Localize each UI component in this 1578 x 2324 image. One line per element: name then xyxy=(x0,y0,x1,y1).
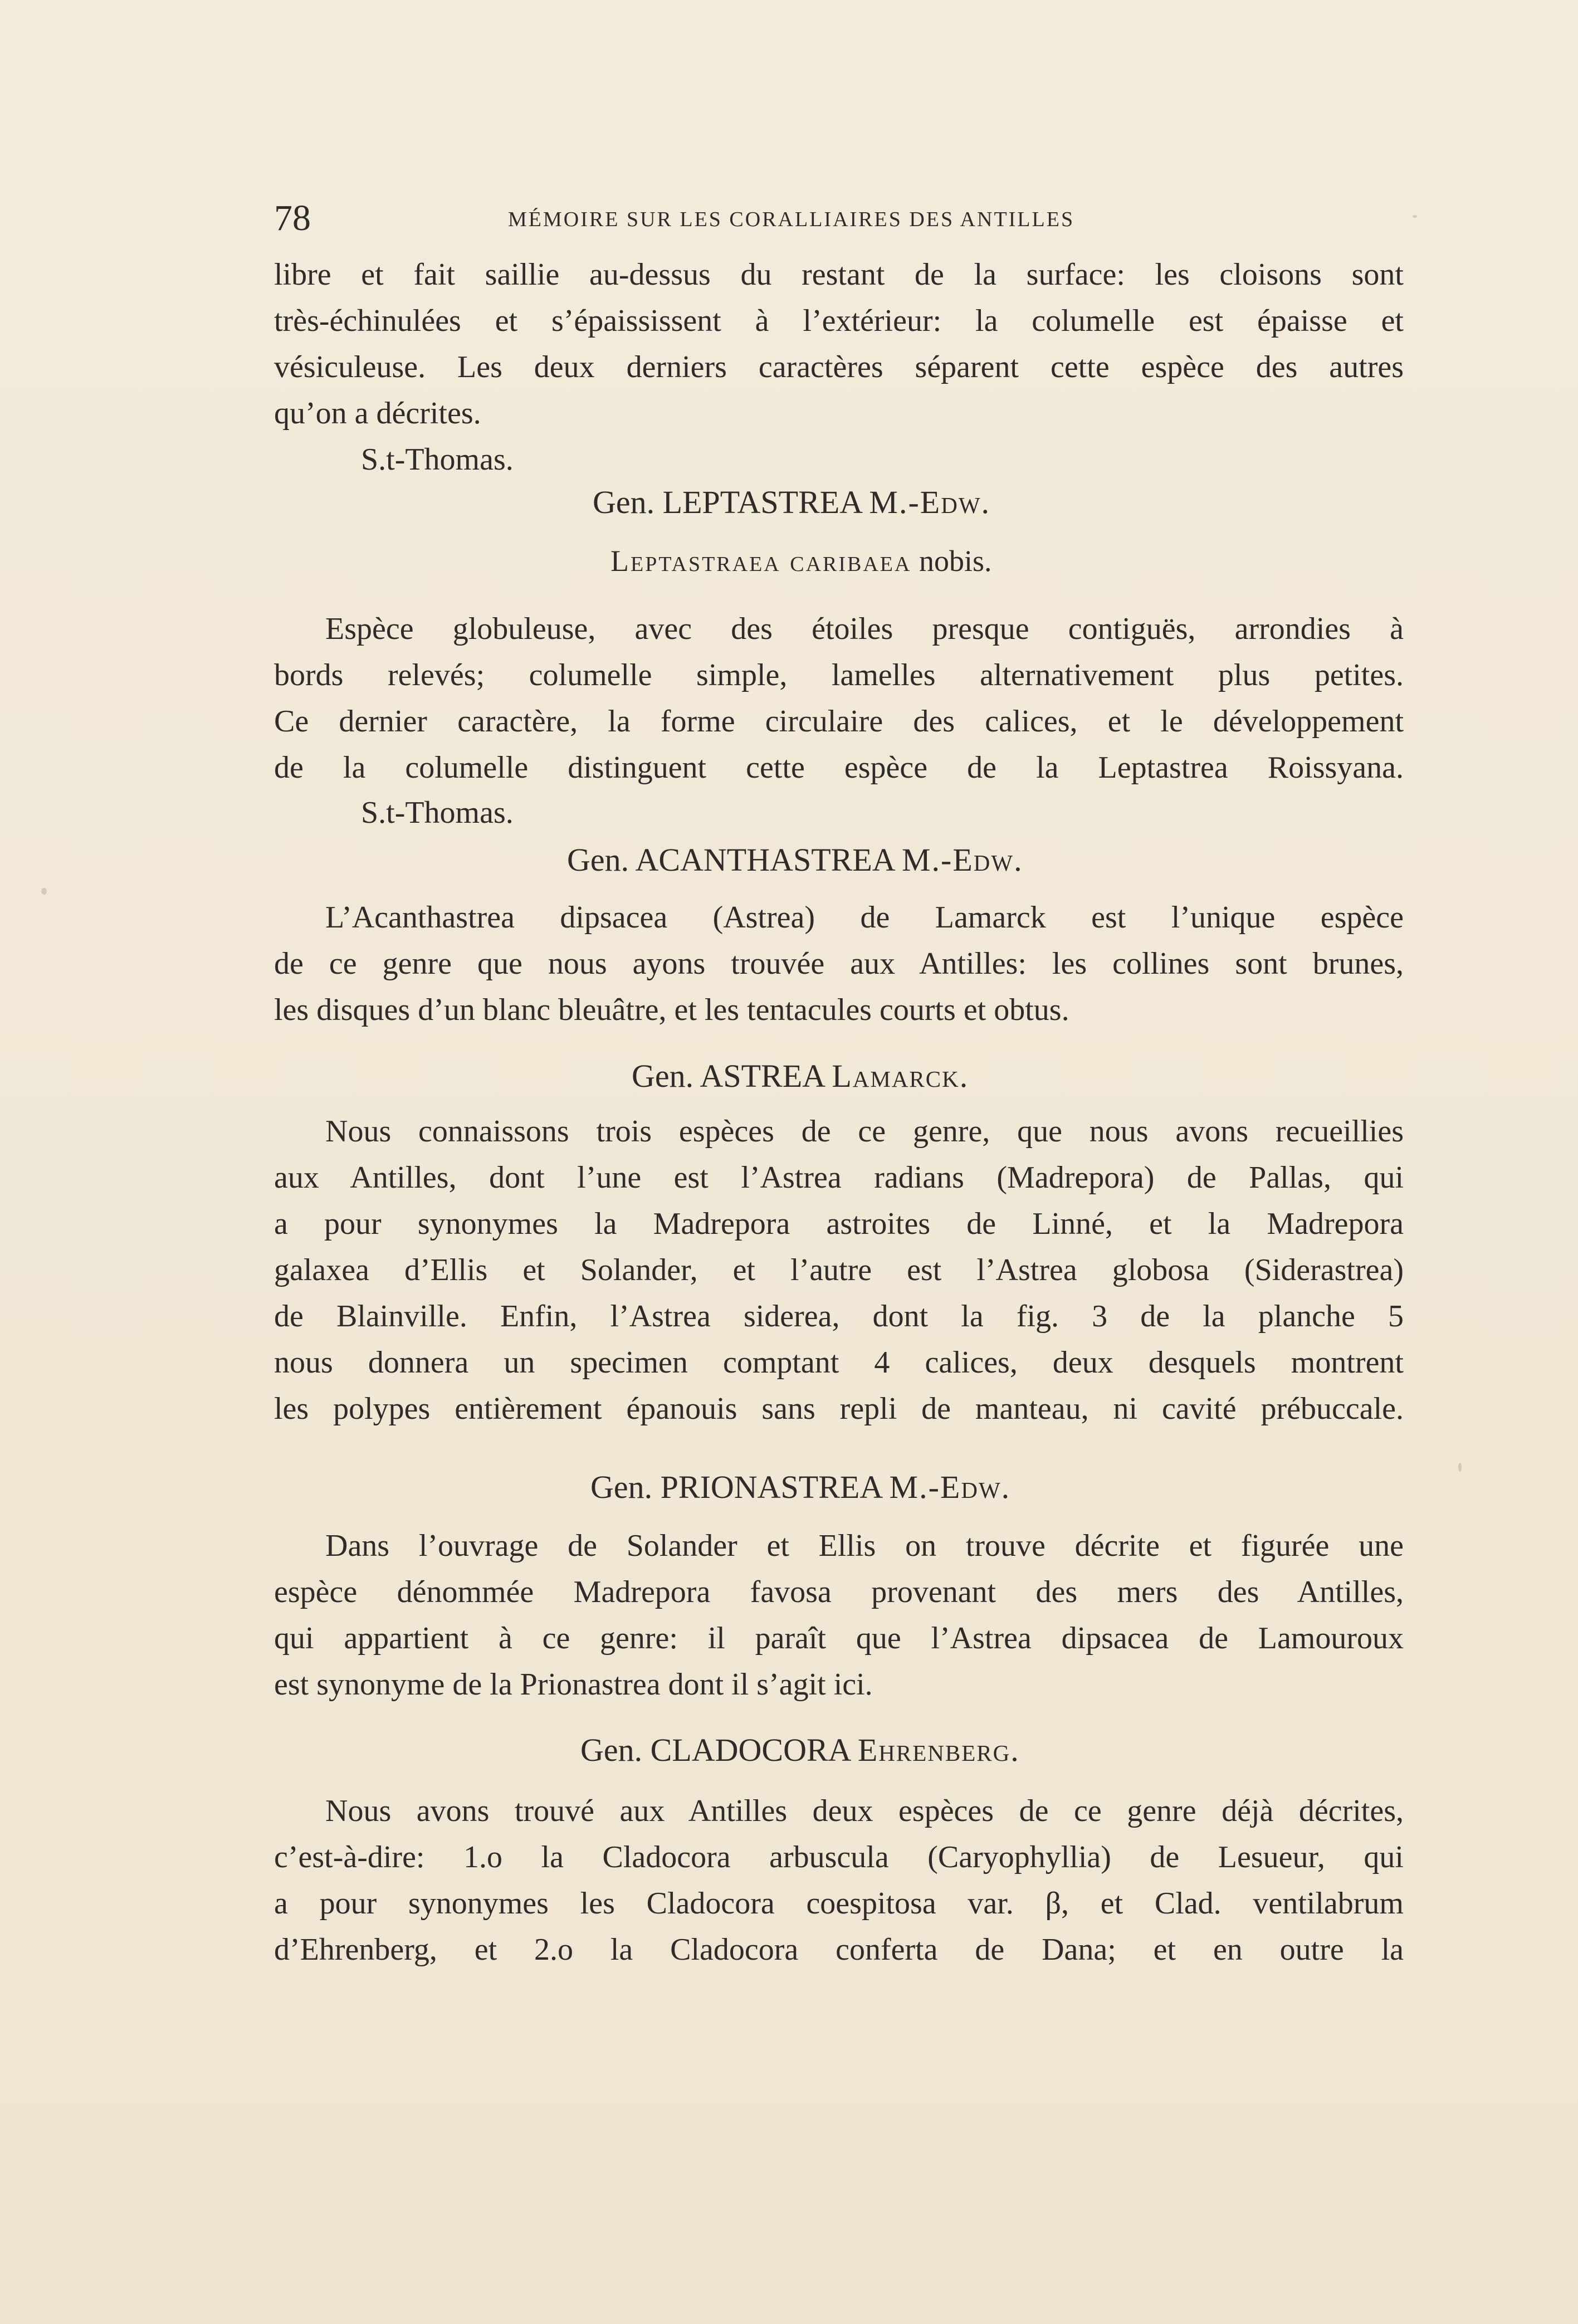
text-line: nous donnera un specimen comptant 4 calices, deux desquels montrent xyxy=(274,1345,1404,1380)
genus-name: PRIONASTREA xyxy=(660,1469,882,1505)
paragraph-3 xyxy=(274,895,1404,1033)
genus-author: M.-Edw. xyxy=(889,1469,1011,1505)
text-line: qu’on a décrites. xyxy=(274,396,481,431)
running-title: MÉMOIRE SUR LES CORALLIAIRES DES ANTILLES xyxy=(508,208,1075,231)
genus-name: LEPTASTREA xyxy=(662,484,861,520)
genus-heading-prionastrea xyxy=(590,1464,1010,1510)
species-name: Leptastraea caribaea xyxy=(610,544,912,578)
text-line: qui appartient à ce genre: il paraît que l’Astrea dipsacea de Lamouroux xyxy=(274,1621,1404,1656)
paragraph-1 xyxy=(274,252,1404,437)
paragraph-6 xyxy=(274,1788,1404,1973)
genus-prefix: Gen. xyxy=(590,1469,653,1505)
paragraph-2 xyxy=(274,606,1404,791)
genus-prefix: Gen. xyxy=(632,1058,694,1094)
text-line: libre et fait saillie au-dessus du restant de la surface: les cloisons sont xyxy=(274,257,1404,292)
genus-name: CLADOCORA xyxy=(650,1732,850,1768)
genus-heading-cladocora xyxy=(580,1727,1020,1773)
text-line: les disques d’un blanc bleuâtre, et les tentacules courts et obtus. xyxy=(274,993,1069,1027)
text-line: Nous avons trouvé aux Antilles deux espèces de ce genre déjà décrites, xyxy=(325,1794,1404,1828)
genus-name: ASTREA xyxy=(700,1058,824,1094)
text-line: aux Antilles, dont l’une est l’Astrea radians (Madrepora) de Pallas, qui xyxy=(274,1160,1404,1195)
paper-speck xyxy=(41,888,47,895)
genus-author: Ehrenberg. xyxy=(857,1732,1020,1768)
genus-author: M.-Edw. xyxy=(901,842,1023,878)
genus-heading-acanthastrea xyxy=(567,837,1023,883)
text-line: Dans l’ouvrage de Solander et Ellis on trouve décrite et figurée une xyxy=(325,1529,1404,1563)
text-line: bords relevés; columelle simple, lamelles alternativement plus petites. xyxy=(274,658,1404,692)
text-line: de Blainville. Enfin, l’Astrea siderea, dont la fig. 3 de la planche 5 xyxy=(274,1299,1404,1334)
text-line: d’Ehrenberg, et 2.o la Cladocora conferta de Dana; et en outre la xyxy=(274,1932,1404,1967)
text-line: de ce genre que nous ayons trouvée aux Antilles: les collines sont brunes, xyxy=(274,946,1404,981)
genus-author: M.-Edw. xyxy=(869,484,991,520)
text-line: très-échinulées et s’épaississent à l’extérieur: la columelle est épaisse et xyxy=(274,304,1404,338)
locality-1: S.t-Thomas. xyxy=(361,442,514,477)
paragraph-5 xyxy=(274,1523,1404,1708)
paper-speck xyxy=(1458,1463,1462,1472)
page-number: 78 xyxy=(274,198,311,238)
text-line: vésiculeuse. Les deux derniers caractères séparent cette espèce des autres xyxy=(274,350,1404,384)
genus-name: ACANTHASTREA xyxy=(635,842,894,878)
page-header xyxy=(274,196,1188,241)
genus-author: Lamarck. xyxy=(832,1058,969,1094)
genus-heading-astrea xyxy=(632,1053,969,1099)
text-line: Espèce globuleuse, avec des étoiles presque contiguës, arrondies à xyxy=(325,612,1404,646)
locality-2: S.t-Thomas. xyxy=(361,795,514,830)
text-line: les polypes entièrement épanouis sans repli de manteau, ni cavité prébuccale. xyxy=(274,1392,1404,1426)
text-line: a pour synonymes la Madrepora astroites de Linné, et la Madrepora xyxy=(274,1207,1404,1241)
text-line: est synonyme de la Prionastrea dont il s’agit ici. xyxy=(274,1667,873,1702)
text-line: galaxea d’Ellis et Solander, et l’autre est l’Astrea globosa (Siderastrea) xyxy=(274,1253,1404,1287)
species-heading xyxy=(610,538,992,584)
text-line: Nous connaissons trois espèces de ce genre, que nous avons recueillies xyxy=(325,1114,1404,1149)
text-line: Ce dernier caractère, la forme circulaire des calices, et le développement xyxy=(274,704,1404,739)
genus-prefix: Gen. xyxy=(580,1732,643,1768)
text-line: de la columelle distinguent cette espèce de la Leptastrea Roissyana. xyxy=(274,750,1404,785)
genus-heading-leptastrea xyxy=(593,479,990,525)
species-author: nobis. xyxy=(919,544,992,578)
text-line: L’Acanthastrea dipsacea (Astrea) de Lamarck est l’unique espèce xyxy=(325,900,1404,935)
genus-prefix: Gen. xyxy=(593,484,655,520)
genus-prefix: Gen. xyxy=(567,842,629,878)
text-line: c’est-à-dire: 1.o la Cladocora arbuscula (Caryophyllia) de Lesueur, qui xyxy=(274,1840,1404,1874)
paper-speck xyxy=(1413,215,1417,218)
text-line: a pour synonymes les Cladocora coespitosa var. β, et Clad. ventilabrum xyxy=(274,1886,1404,1921)
paragraph-4 xyxy=(274,1109,1404,1432)
text-line: espèce dénommée Madrepora favosa provenant des mers des Antilles, xyxy=(274,1575,1404,1609)
